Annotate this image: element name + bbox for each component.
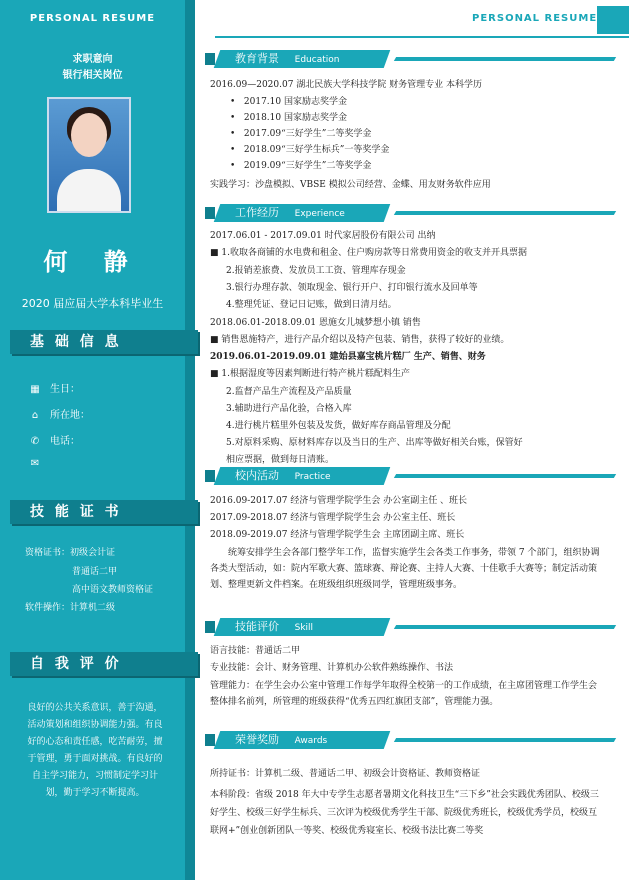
birthday-row: ▦ 生日： xyxy=(28,380,80,395)
cert-1: 资格证书：初级会计证 xyxy=(25,548,116,558)
certificates-heading: 技 能 证 书 xyxy=(10,500,198,524)
job-intent-value: 银行相关岗位 xyxy=(62,70,123,81)
section-title: 工作经历 xyxy=(235,206,279,219)
skill-mgmt: 管理能力：在学生会办公室中管理工作每学年取得全校第一的工作成绩，在主席团管理工作学生会整体排名前列，所管理的班级获得“优秀五四红旗团支部”，管理能力强。 xyxy=(210,681,598,707)
basic-info-heading: 基 础 信 息 xyxy=(10,330,198,354)
list-item: • 2017.10 国家励志奖学金 xyxy=(230,97,347,107)
job-2-header: 2018.06.01-2018.09.01 恩施女儿城梦想小镇 销售 xyxy=(210,318,421,328)
header-title: PERSONAL RESUME xyxy=(472,13,598,24)
header-rule xyxy=(215,36,629,38)
list-item: • 2017.09“三好学生”二等奖学金 xyxy=(230,129,372,139)
phone-icon: ✆ xyxy=(30,436,40,447)
job-intent-label: 求职意向 xyxy=(72,54,113,65)
job-1-item: 3.银行办理存款、领取现金、银行开户、打印银行流水及回单等 xyxy=(226,283,478,293)
job-3-header: 2019.06.01-2019.09.01 建始县嘉宝桃片糕厂 生产、销售、财务 xyxy=(210,352,486,362)
job-1-item: ■ 1.收取各商铺的水电费和租金、住户购房款等日常费用资金的收支并开具票据 xyxy=(210,248,527,258)
job-1-header: 2017.06.01 - 2017.09.01 时代家居股份有限公司 出纳 xyxy=(210,231,436,241)
section-title: 技能评价 xyxy=(235,620,279,633)
candidate-name: 何 静 xyxy=(43,248,142,276)
award-cert: 所持证书：计算机二级、普通话二甲、初级会计资格证、教师资格证 xyxy=(210,769,481,779)
home-icon: ⌂ xyxy=(31,410,39,421)
section-subtitle: Practice xyxy=(294,472,331,482)
edu-practice: 实践学习：沙盘模拟、VBSE 模拟公司经营、金蝶、用友财务软件应用 xyxy=(210,180,491,190)
section-subtitle: Experience xyxy=(294,209,345,219)
job-3-item: ■ 1.根据湿度等因素判断进行特产桃片糕配料生产 xyxy=(210,369,410,379)
practice-row: 2016.09-2017.07 经济与管理学院学生会 办公室副主任 、班长 xyxy=(210,496,468,506)
phone-row: ✆ 电话： xyxy=(28,432,80,447)
practice-row: 2017.09-2018.07 经济与管理学院学生会 办公室主任、班长 xyxy=(210,513,456,523)
calendar-icon: ▦ xyxy=(30,384,40,395)
job-3-item: 5.对原料采购、原材料库存以及当日的生产、出库等做好相关台账，保管好 xyxy=(226,438,523,448)
sidebar-edge xyxy=(185,0,195,880)
list-item: • 2019.09“三好学生”二等奖学金 xyxy=(230,161,372,171)
cert-3: 高中语文教师资格证 xyxy=(72,585,154,595)
section-title: 校内活动 xyxy=(235,469,279,482)
location-row: ⌂ 所在地： xyxy=(28,406,90,421)
mail-icon: ✉ xyxy=(30,458,40,469)
section-subtitle: Education xyxy=(294,55,340,65)
job-2-item: ■ 销售恩施特产，进行产品介绍以及特产包装、销售，获得了较好的业绩。 xyxy=(210,335,510,345)
edu-line: 2016.09—2020.07 湖北民族大学科技学院 财务管理专业 本科学历 xyxy=(210,80,483,90)
self-eval-text: 良好的公共关系意识，善于沟通，活动策划和组织协调能力强。有良好的心态和责任感，吃苦耐劳，擅于管理，勇于面对挑战。有良好的自主学习能力，习惯制定学习计划，勤于学习不断提高。 xyxy=(27,703,163,798)
job-1-item: 4.整理凭证、登记日记账，做到日清月结。 xyxy=(226,300,397,310)
job-intent xyxy=(0,52,185,84)
self-eval-heading: 自 我 评 价 xyxy=(10,652,198,676)
job-3-item: 相应票据，做到每日清账。 xyxy=(226,455,335,465)
header-accent xyxy=(597,6,629,34)
job-3-item: 3.辅助进行产品化验，合格入库 xyxy=(226,404,352,414)
section-subtitle: Skill xyxy=(294,623,314,633)
section-subtitle: Awards xyxy=(294,736,328,746)
list-item: • 2018.10 国家励志奖学金 xyxy=(230,113,347,123)
job-3-item: 2.监督产品生产流程及产品质量 xyxy=(226,387,352,397)
list-item: • 2018.09“三好学生标兵”一等奖学金 xyxy=(230,145,390,155)
section-title: 荣誉奖励 xyxy=(235,733,279,746)
section-title: 教育背景 xyxy=(235,52,279,65)
cert-4: 软件操作：计算机二级 xyxy=(25,603,116,613)
graduation-note: 2020 届应届大学本科毕业生 xyxy=(21,297,164,310)
practice-desc: 统筹安排学生会各部门整学年工作，监督实施学生会各类工作事务，带领 7 个部门，组织协调各类大型活动，如：院内军歌大赛、篮球赛、辩论赛、主持人大赛、十佳歌手大赛等；制定活动策划、整理更新文件档案。在班级组织班级同学，管理班级事务。 xyxy=(210,548,600,590)
sidebar-title: PERSONAL RESUME xyxy=(29,13,156,24)
skill-row: 专业技能：会计、财务管理、计算机办公软件熟练操作、书法 xyxy=(210,663,454,673)
job-3-item: 4.进行桃片糕里外包装及发货，做好库存商品管理及分配 xyxy=(226,421,451,431)
practice-row: 2018.09-2019.07 经济与管理学院学生会 主席团副主席、班长 xyxy=(210,530,465,540)
profile-photo xyxy=(47,97,131,213)
sidebar xyxy=(0,0,195,880)
email-row xyxy=(28,458,50,469)
job-1-item: 2.报销差旅费、发放员工工资、管理库存现金 xyxy=(226,266,406,276)
cert-2: 普通话二甲 xyxy=(72,567,118,577)
skill-row: 语言技能：普通话二甲 xyxy=(210,646,301,656)
award-desc: 本科阶段：省级 2018 年大中专学生志愿者暑期文化科技卫生“三下乡”社会实践优秀团队、校级三好学生、校级三好学生标兵、三次评为校级优秀学生干部、院级优秀班长，校级优秀学员，校级互联网+”创业创新团队一等奖、校级优秀寝室长、校级书法比赛二等奖 xyxy=(210,790,599,836)
